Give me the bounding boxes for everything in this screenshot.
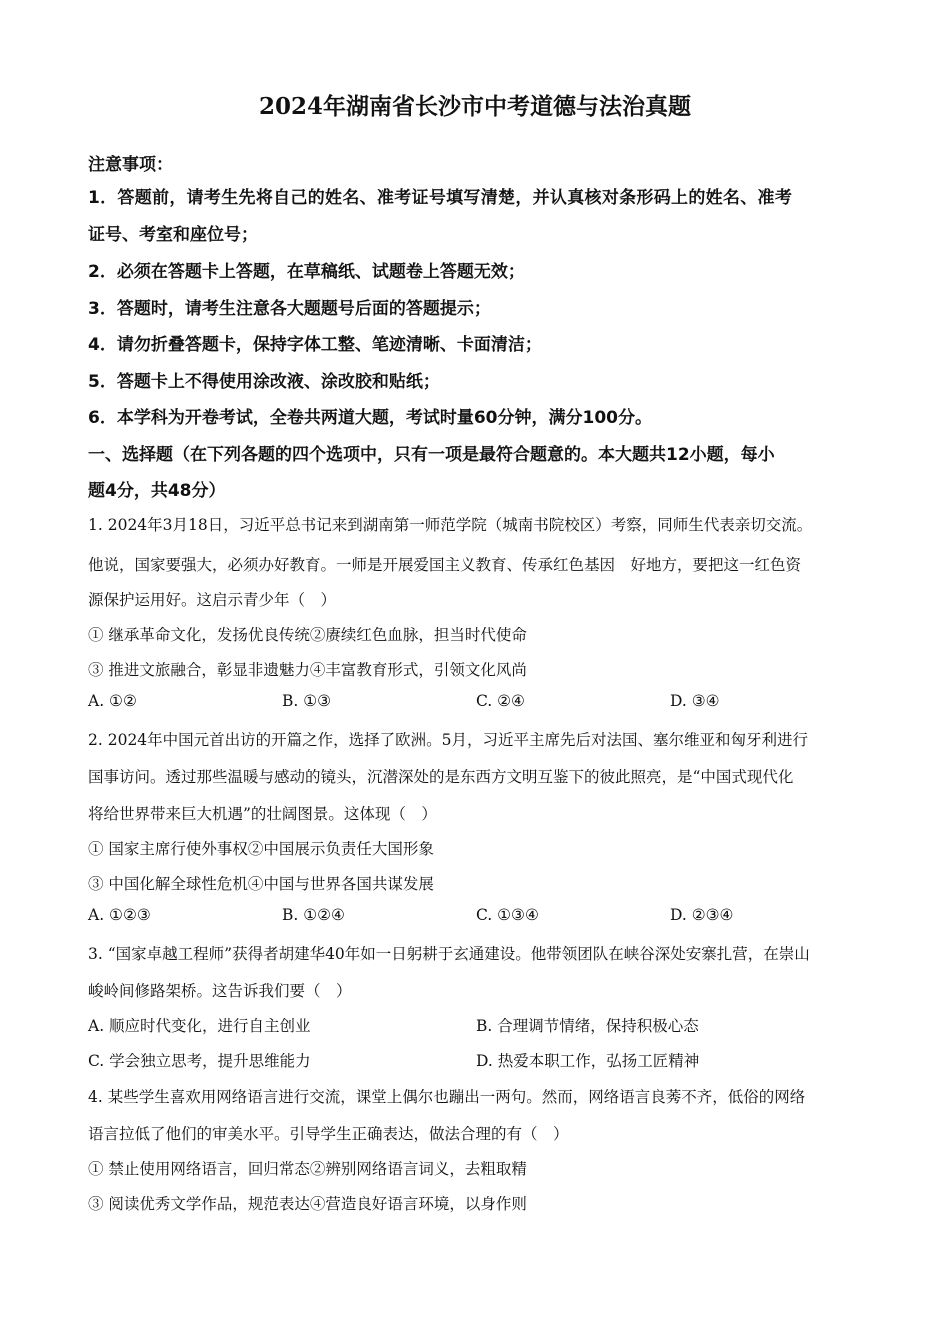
option-c: C. ①③④: [476, 906, 539, 924]
question-statement: ① 继承革命文化，发扬优良传统②赓续红色血脉，担当时代使命: [88, 626, 527, 644]
notice-line: 3．答题时，请考生注意各大题题号后面的答题提示；: [88, 299, 491, 319]
option-d: D. ②③④: [670, 906, 734, 924]
option-a: A. ①②③: [88, 906, 151, 924]
option-d: D. ③④: [670, 692, 720, 710]
page-title: 2024年湖南省长沙市中考道德与法治真题: [258, 93, 691, 120]
question-statement: ③ 阅读优秀文学作品，规范表达④营造良好语言环境，以身作则: [88, 1195, 527, 1213]
question-stem: 2. 2024年中国元首出访的开篇之作，选择了欧洲。5月，习近平主席先后对法国、塞尔维亚和匈牙利进行: [88, 731, 809, 749]
question-stem: 峻岭间修路架桥。这告诉我们要（ ）: [88, 982, 352, 1000]
option-b: B. ①③: [282, 692, 332, 710]
section-heading: 题4分，共48分）: [88, 481, 226, 501]
notice-heading: 注意事项：: [88, 155, 173, 175]
question-stem: 4. 某些学生喜欢用网络语言进行交流，课堂上偶尔也蹦出一两句。然而，网络语言良莠不齐，低俗的网络: [88, 1088, 806, 1106]
notice-line: 5．答题卡上不得使用涂改液、涂改胶和贴纸；: [88, 372, 440, 392]
section-heading: 一、选择题（在下列各题的四个选项中，只有一项是最符合题意的。本大题共12小题，每小: [88, 445, 775, 465]
question-stem: 语言拉低了他们的审美水平。引导学生正确表达，做法合理的有（ ）: [88, 1125, 569, 1143]
option-c: C. ②④: [476, 692, 525, 710]
option-c: C. 学会独立思考，提升思维能力: [88, 1052, 311, 1070]
question-stem: 他说，国家要强大，必须办好教育。一师是开展爱国主义教育、传承红色基因 好地方，要把这一红色资: [88, 556, 802, 574]
question-stem: 源保护运用好。这启示青少年（ ）: [88, 591, 337, 609]
question-statement: ① 国家主席行使外事权②中国展示负责任大国形象: [88, 840, 434, 858]
option-a: A. 顺应时代变化，进行自主创业: [88, 1017, 311, 1035]
question-statement: ③ 中国化解全球性危机④中国与世界各国共谋发展: [88, 875, 434, 893]
question-statement: ① 禁止使用网络语言，回归常态②辨别网络语言词义，去粗取精: [88, 1160, 527, 1178]
question-stem: 3. “国家卓越工程师”获得者胡建华40年如一日躬耕于玄通建设。他带领团队在峡谷深处安寨扎营，在崇山: [88, 945, 810, 963]
question-stem: 1. 2024年3月18日，习近平总书记来到湖南第一师范学院（城南书院校区）考察，同师生代表亲切交流。: [88, 516, 813, 534]
option-b: B. ①②④: [282, 906, 345, 924]
question-stem: 将给世界带来巨大机遇”的壮阔图景。这体现（ ）: [88, 805, 437, 823]
question-statement: ③ 推进文旅融合，彰显非遗魅力④丰富教育形式，引领文化风尚: [88, 661, 527, 679]
notice-line: 1．答题前，请考生先将自己的姓名、准考证号填写清楚，并认真核对条形码上的姓名、准考: [88, 188, 793, 208]
option-a: A. ①②: [88, 692, 137, 710]
notice-line: 6．本学科为开卷考试，全卷共两道大题，考试时量60分钟，满分100分。: [88, 408, 652, 428]
question-stem: 国事访问。透过那些温暖与感动的镜头，沉潜深处的是东西方文明互鉴下的彼此照亮，是“中国式现代化: [88, 768, 794, 786]
notice-line: 4．请勿折叠答题卡，保持字体工整、笔迹清晰、卡面清洁；: [88, 335, 542, 355]
notice-line: 证号、考室和座位号；: [88, 225, 258, 245]
option-b: B. 合理调节情绪，保持积极心态: [476, 1017, 699, 1035]
option-d: D. 热爱本职工作，弘扬工匠精神: [476, 1052, 700, 1070]
notice-line: 2．必须在答题卡上答题，在草稿纸、试题卷上答题无效；: [88, 262, 525, 282]
